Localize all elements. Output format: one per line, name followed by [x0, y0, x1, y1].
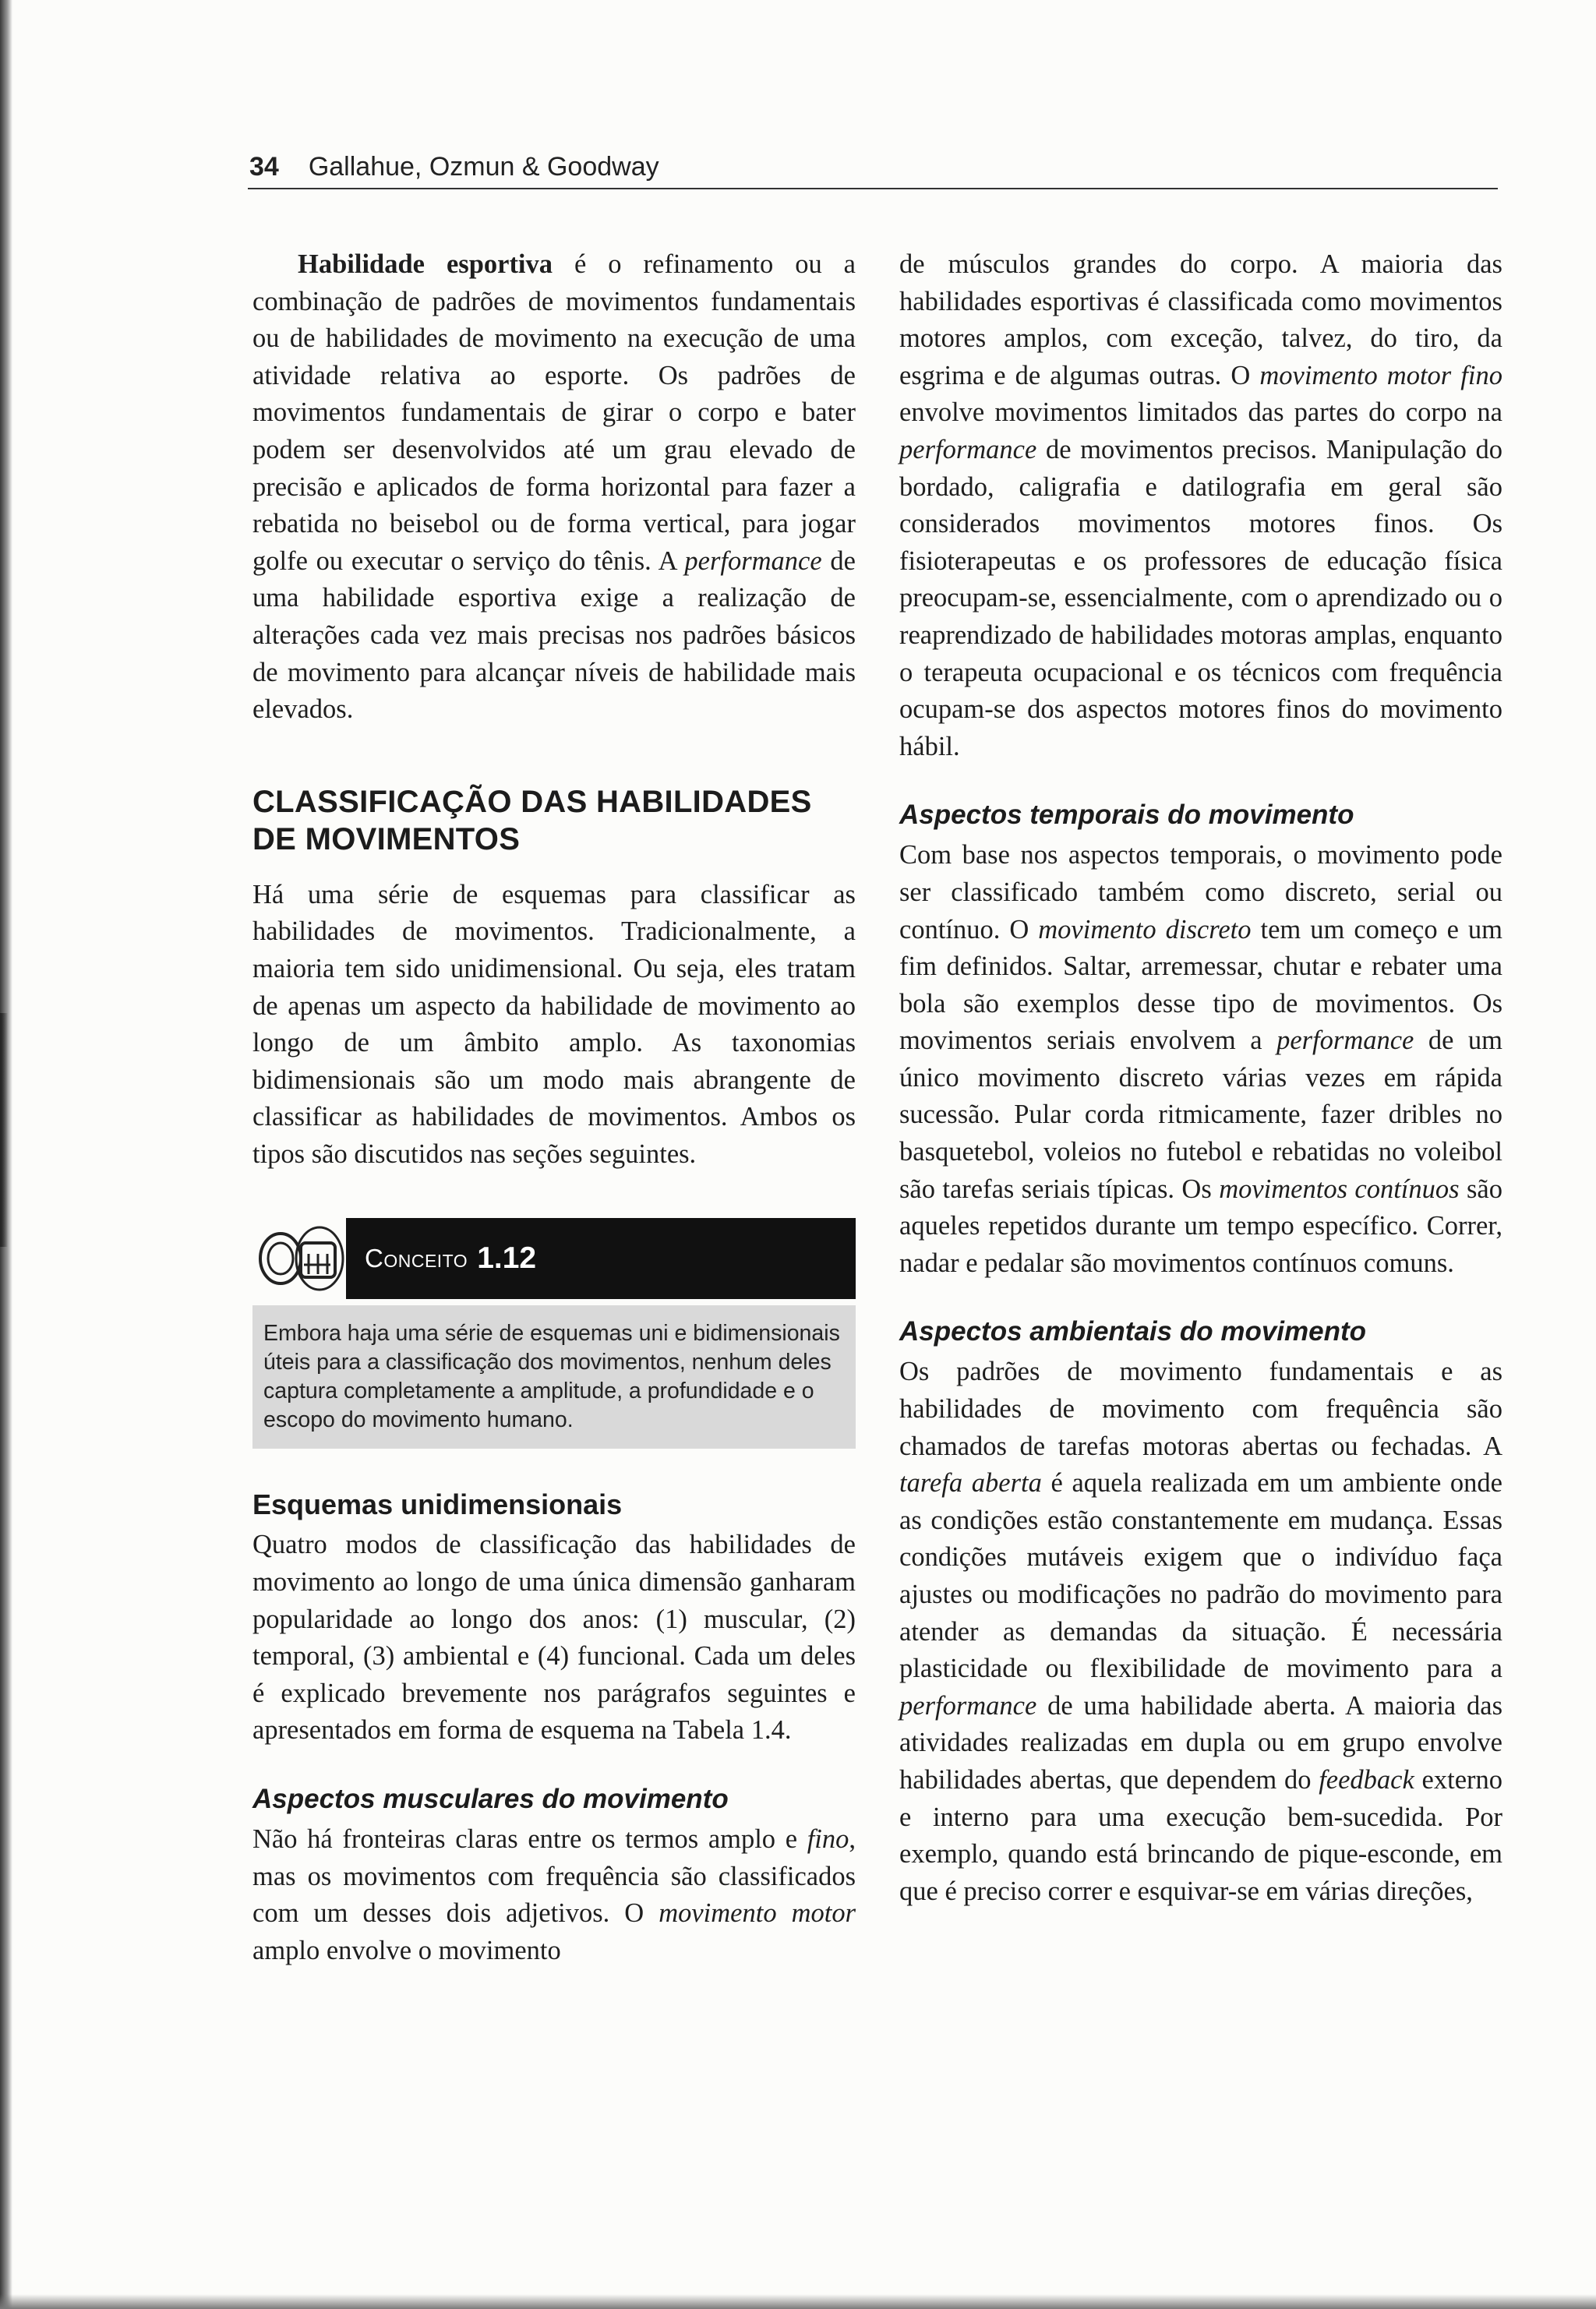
intro-lead-term: Habilidade esportiva — [298, 249, 553, 279]
environmental-paragraph: Os padrões de movimento fundamentais e as habilidades de movimento com frequência são chamados de tarefas motoras abertas ou fechadas. A tarefa aberta é aquela realizada em um ambiente onde as condições estão constantemente em mudança. Essas condições mutáveis exigem que o indivíduo faça ajustes ou modificações no padrão do movimento para atender as demandas da situação. É necessária plasticidade ou flexibilidade de movimento para a performance de uma habilidade aberta. A maioria das atividades realizadas em dupla ou em grupo envolve habilidades abertas, que dependem do feedback externo e interno para uma execução bem-sucedida. Por exemplo, quando está brincando de pique-esconde, em que é preciso correr e esquivar-se em várias direções, — [899, 1357, 1502, 1906]
running-head-authors: Gallahue, Ozmun & Goodway — [308, 152, 659, 182]
key-icon — [252, 1216, 346, 1301]
page-edge-shadow-dark — [0, 1013, 8, 1247]
heading-muscular: Aspectos musculares do movimento — [252, 1784, 729, 1815]
left-column — [252, 246, 856, 1969]
subsection-title: Esquemas unidimensionais — [252, 1488, 623, 1521]
concept-label: Conceito — [365, 1244, 468, 1273]
section-title: CLASSIFICAÇÃO DAS HABILIDADES DE MOVIMENTOS — [252, 784, 812, 856]
page-bottom-shadow — [0, 2294, 1596, 2309]
concept-box — [252, 1216, 856, 1449]
concept-number: 1.12 — [477, 1241, 537, 1276]
muscular-paragraph-continued: de músculos grandes do corpo. A maioria das habilidades esportivas é classificada como movimentos motores amplos, com exceção, talvez, do tiro, da esgrima e de algumas outras. O movimento motor fino envolve movimentos limitados das partes do corpo na performance de movimentos precisos. Manipulação do bordado, caligrafia e datilografia em geral são considerados movimentos motores finos. Os fisioterapeutas e os professores de educação física preocupam-se, essencialmente, com o aprendizado ou o reaprendizado de habilidades motoras amplas, enquanto o terapeuta ocupacional e os técnicos com frequência ocupam-se dos aspectos motores finos do movimento hábil. — [899, 249, 1502, 761]
running-head — [249, 151, 1496, 182]
concept-header — [252, 1216, 856, 1301]
intro-paragraph: Habilidade esportiva é o refinamento ou a combinação de padrões de movimentos fundamentais ou de habilidades de movimento na execução de uma atividade relativa ao esporte. Os padrões de movimentos fundamentais de girar o corpo e bater podem ser desenvolvidos até um grau elevado de precisão e aplicados de forma horizontal para fazer a rebatida no beisebol ou de forma vertical, para jogar golfe ou executar o serviço do tênis. A performance de uma habilidade esportiva exige a realização de alterações cada vez mais precisas nos padrões básicos de movimento para alcançar níveis de habilidade mais elevados. — [252, 249, 856, 725]
concept-title-bar — [346, 1218, 856, 1299]
concept-text: Embora haja uma série de esquemas uni e bidimensionais úteis para a classificação dos movimentos, nenhum deles captura completamente a amplitude, a profundidade e o escopo do movimento humano. — [252, 1305, 856, 1449]
heading-environmental: Aspectos ambientais do movimento — [899, 1316, 1367, 1347]
subsection-paragraph: Quatro modos de classificação das habilidades de movimento ao longo de uma única dimensão ganharam popularidade ao longo dos anos: (1) muscular, (2) temporal, (3) ambiental e (4) funcional. Cada um deles é explicado brevemente nos parágrafos seguintes e apresentados em forma de esquema na Tabela 1.4. — [252, 1530, 856, 1746]
header-rule — [248, 188, 1498, 189]
page-number: 34 — [249, 152, 279, 182]
temporal-paragraph: Com base nos aspectos temporais, o movimento pode ser classificado também como discreto, serial ou contínuo. O movimento discreto tem um começo e um fim definidos. Saltar, arremessar, chutar e rebater uma bola são exemplos desse tipo de movimentos. Os movimentos seriais envolvem a performance de um único movimento discreto várias vezes em rápida sucessão. Pular corda ritmicamente, fazer dribles no basquetebol, voleios no futebol e rebatidas no voleibol são tarefas seriais típicas. Os movimentos contínuos são aqueles repetidos durante um tempo específico. Correr, nadar e pedalar são movimentos contínuos comuns. — [899, 840, 1502, 1278]
right-column — [899, 246, 1502, 1910]
heading-temporal: Aspectos temporais do movimento — [899, 800, 1354, 831]
section-paragraph: Há uma série de esquemas para classificar as habilidades de movimentos. Tradicionalmente, a maioria tem sido unidimensional. Ou seja, eles tratam de apenas um aspecto da habilidade de movimento ao longo de um âmbito amplo. As taxonomias bidimensionais são um modo mais abrangente de classificar as habilidades de movimentos. Ambos os tipos são discutidos nas seções seguintes. — [252, 879, 856, 1169]
muscular-paragraph: Não há fronteiras claras entre os termos amplo e fino, mas os movimentos com frequência são classificados com um desses dois adjetivos. O movimento motor amplo envolve o movimento — [252, 1824, 856, 1965]
